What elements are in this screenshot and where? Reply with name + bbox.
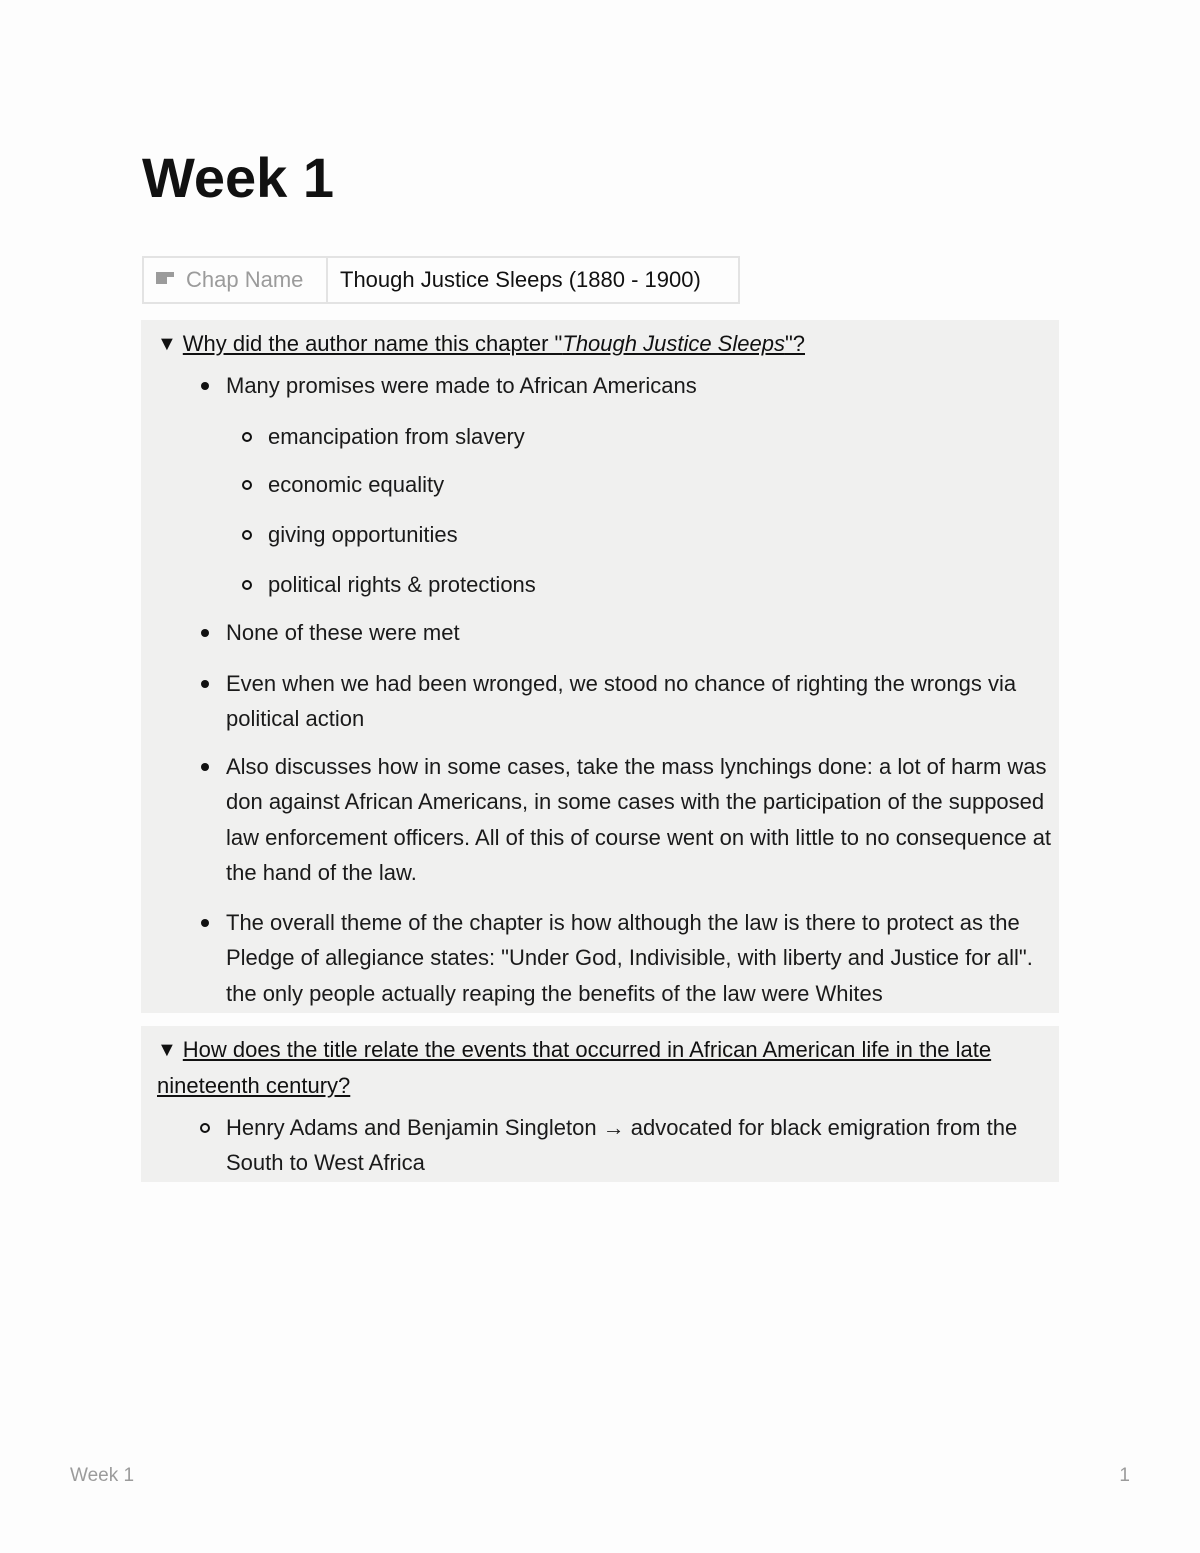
list-item-text: Even when we had been wronged, we stood no chance of righting the wrongs via political action [226,671,1017,732]
toggle-heading[interactable] [157,326,1059,362]
bullet-disc-icon [201,629,209,637]
list-item-text: The overall theme of the chapter is how although the law is there to protect as the Pledge of allegiance states: "Under God, Indivisible, with liberty and Justice for all". the only people actually reaping the benefits of the law were Whites [226,910,1033,1006]
property-row [143,257,739,303]
toggle-heading[interactable] [157,1032,1059,1103]
list-item [268,419,1055,454]
footer-page-title: Week 1 [70,1465,135,1486]
property-value[interactable]: Though Justice Sleeps (1880 - 1900) [327,257,739,303]
footer-page-number: 1 [1119,1465,1130,1486]
list-item-text: economic equality [268,472,445,497]
toggle-triangle-icon[interactable]: ▼ [157,333,177,355]
toggle-block-title-relation [141,1026,1059,1182]
properties-table [142,256,740,304]
list-item-text: giving opportunities [268,522,458,547]
toggle-triangle-icon[interactable]: ▼ [157,1039,177,1061]
bullet-circle-icon [242,580,252,590]
heading-italic-title: Though Justice Sleeps [562,331,785,356]
page-title: Week 1 [142,146,334,209]
list-item-text: None of these were met [226,620,460,645]
list-item [268,567,1055,602]
bullet-disc-icon [201,919,209,927]
list-item-text: political rights & protections [268,572,536,597]
list-item [268,467,1055,502]
bullet-circle-icon [242,432,252,442]
list-item [268,517,1055,552]
text-property-icon [156,266,176,292]
bullet-circle-icon [200,1123,210,1133]
list-item [226,666,1055,737]
bullet-disc-icon [201,763,209,771]
list-item [226,615,1055,650]
list-item [226,905,1055,1011]
bullet-circle-icon [242,530,252,540]
heading-text: How does the title relate the events that occurred in African American life in the late nineteenth century? [157,1037,992,1098]
bullet-disc-icon [201,382,209,390]
list-item [226,368,1055,403]
property-key-cell[interactable] [143,257,327,303]
property-key-label: Chap Name [186,267,304,292]
bullet-circle-icon [242,480,252,490]
heading-text-start: Why did the author name this chapter " [182,331,563,356]
heading-text-end: "? [784,331,805,356]
list-item-text: Henry Adams and Benjamin Singleton → advocated for black emigration from the South to West Africa [226,1115,1018,1176]
list-item-text: Also discusses how in some cases, take the mass lynchings done: a lot of harm was don against African Americans, in some cases with the participation of the supposed law enforcement officers. All of this of course went on with little to no consequence at the hand of the law. [226,754,1052,885]
toggle-block-chapter-name [141,320,1059,1013]
list-item [226,749,1055,890]
list-item-text: Many promises were made to African Americans [226,373,697,398]
list-item [226,1110,1055,1181]
bullet-disc-icon [201,680,209,688]
list-item-text: emancipation from slavery [268,424,525,449]
